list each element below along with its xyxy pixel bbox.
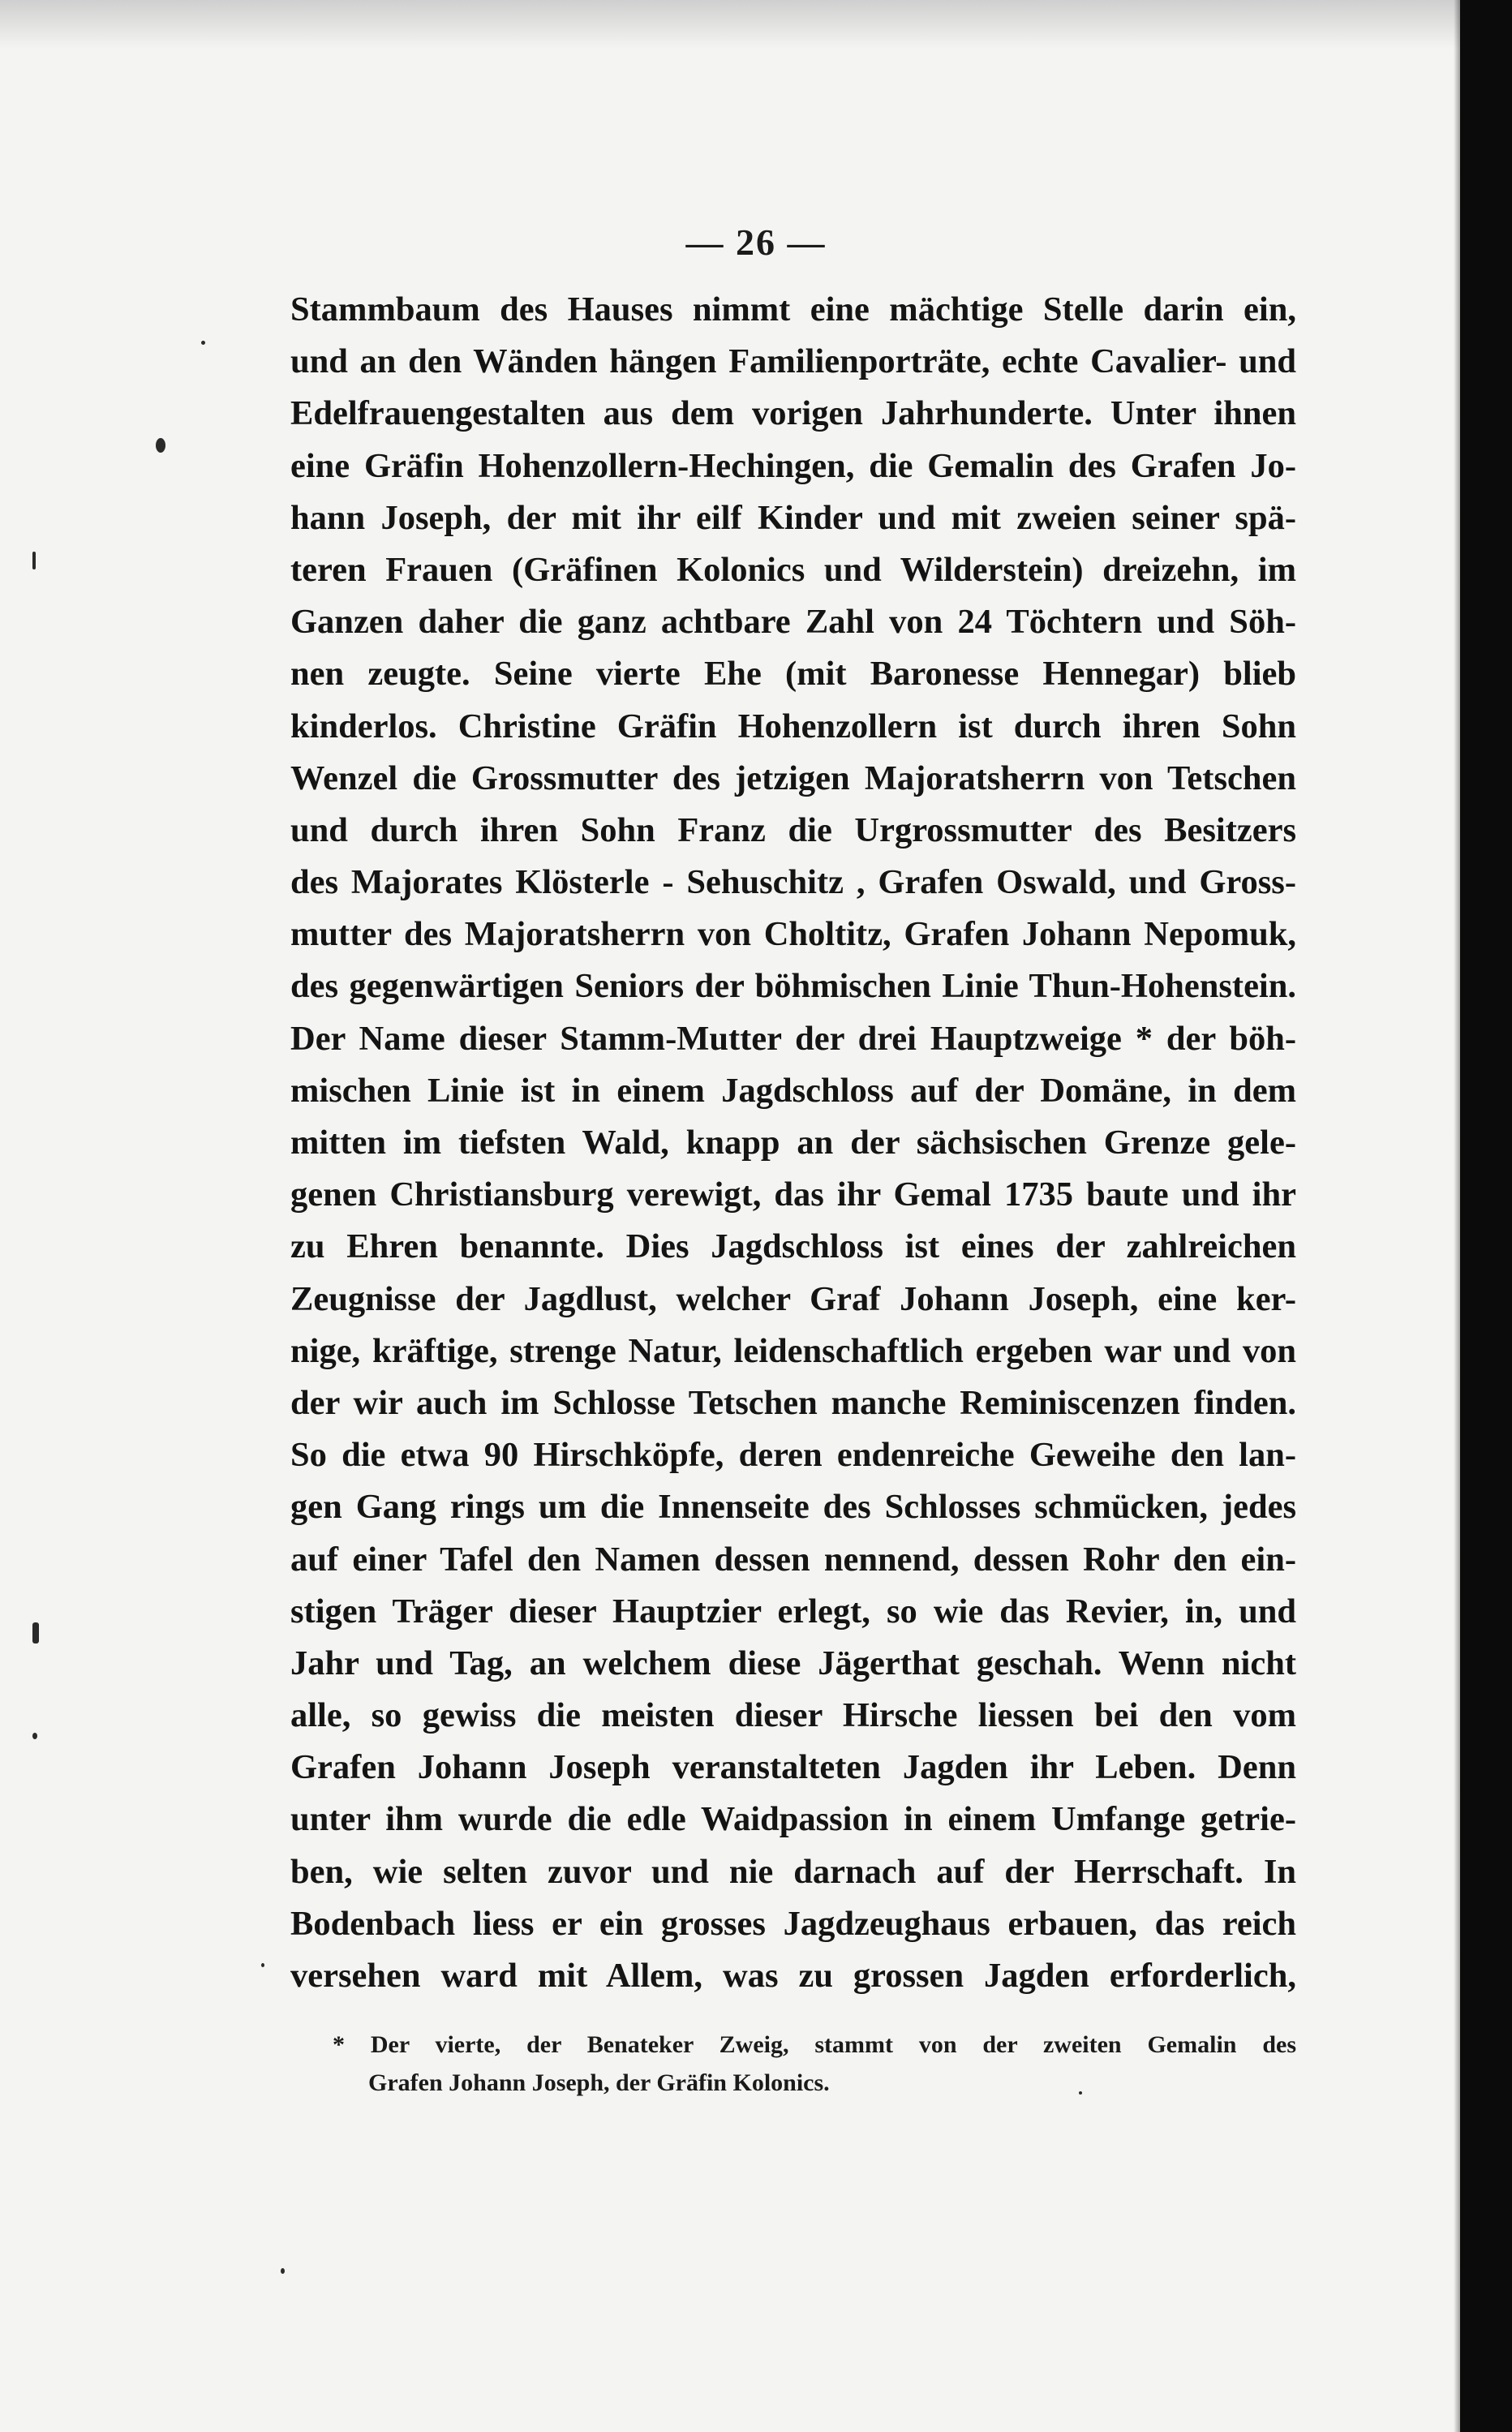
scan-speck bbox=[156, 438, 165, 453]
footnote-line: * Der vierte, der Benateker Zweig, stammt von der zweiten Gemalin des bbox=[333, 2031, 1296, 2058]
text-line: Ganzen daher die ganz achtbare Zahl von 24 Töchtern und Söh- bbox=[290, 603, 1296, 642]
text-line: versehen ward mit Allem, was zu grossen Jagden erforderlich, bbox=[290, 1957, 1296, 1995]
scan-edge-shadow bbox=[1454, 0, 1460, 2432]
text-line: nige, kräftige, strenge Natur, leidenschaftlich ergeben war und von bbox=[290, 1331, 1296, 1370]
scan-speck bbox=[261, 1963, 264, 1967]
text-line: Jahr und Tag, an welchem diese Jägerthat geschah. Wenn nicht bbox=[290, 1644, 1296, 1682]
text-line: und durch ihren Sohn Franz die Urgrossmutter des Besitzers bbox=[290, 810, 1296, 849]
text-line: gen Gang rings um die Innenseite des Schlosses schmücken, jedes bbox=[290, 1488, 1296, 1527]
text-line: unter ihm wurde die edle Waidpassion in einem Umfange getrie- bbox=[290, 1800, 1296, 1839]
text-line: Zeugnisse der Jagdlust, welcher Graf Johann Joseph, eine ker- bbox=[290, 1279, 1296, 1318]
text-line: hann Joseph, der mit ihr eilf Kinder und mit zweien seiner spä- bbox=[290, 498, 1296, 537]
text-line: So die etwa 90 Hirschköpfe, deren endenreiche Geweihe den lan- bbox=[290, 1436, 1296, 1475]
text-line: Der Name dieser Stamm-Mutter der drei Hauptzweige * der böh- bbox=[290, 1019, 1296, 1058]
scan-speck bbox=[281, 2268, 285, 2274]
scan-speck bbox=[32, 1622, 39, 1644]
page-number: — 26 — bbox=[685, 221, 827, 263]
scan-top-shadow bbox=[0, 0, 1512, 49]
text-line: nen zeugte. Seine vierte Ehe (mit Baronesse Hennegar) blieb bbox=[290, 655, 1296, 694]
text-line: genen Christiansburg verewigt, das ihr Gemal 1735 baute und ihr bbox=[290, 1175, 1296, 1214]
text-line: der wir auch im Schlosse Tetschen manche Reminiscenzen finden. bbox=[290, 1383, 1296, 1422]
footnote bbox=[290, 2026, 1296, 2102]
text-line: des gegenwärtigen Seniors der böhmischen Linie Thun-Hohenstein. bbox=[290, 967, 1296, 1006]
text-line: mischen Linie ist in einem Jagdschloss auf der Domäne, in dem bbox=[290, 1071, 1296, 1110]
text-line: mutter des Majoratsherrn von Choltitz, Grafen Johann Nepomuk, bbox=[290, 915, 1296, 954]
text-line: Edelfrauengestalten aus dem vorigen Jahrhunderte. Unter ihnen bbox=[290, 394, 1296, 433]
text-line: Stammbaum des Hauses nimmt eine mächtige Stelle darin ein, bbox=[290, 290, 1296, 329]
scan-right-border bbox=[1460, 0, 1512, 2432]
text-line: teren Frauen (Gräfinen Kolonics und Wilderstein) dreizehn, im bbox=[290, 550, 1296, 589]
text-line: zu Ehren benannte. Dies Jagdschloss ist eines der zahlreichen bbox=[290, 1227, 1296, 1266]
scan-speck bbox=[201, 341, 205, 345]
body-text bbox=[290, 284, 1296, 2002]
text-line: Bodenbach liess er ein grosses Jagdzeughaus erbauen, das reich bbox=[290, 1904, 1296, 1943]
scan-speck bbox=[32, 552, 36, 569]
text-line: stigen Träger dieser Hauptzier erlegt, so wie das Revier, in, und bbox=[290, 1592, 1296, 1631]
scan-speck bbox=[32, 1733, 37, 1739]
text-line: kinderlos. Christine Gräfin Hohenzollern ist durch ihren Sohn bbox=[290, 707, 1296, 745]
text-line: auf einer Tafel den Namen dessen nennend, dessen Rohr den ein- bbox=[290, 1540, 1296, 1579]
text-line: eine Gräfin Hohenzollern-Hechingen, die Gemalin des Grafen Jo- bbox=[290, 446, 1296, 485]
text-line: Grafen Johann Joseph veranstalteten Jagden ihr Leben. Denn bbox=[290, 1748, 1296, 1787]
text-line: ben, wie selten zuvor und nie darnach auf der Herrschaft. In bbox=[290, 1852, 1296, 1891]
text-line: mitten im tiefsten Wald, knapp an der sächsischen Grenze gele- bbox=[290, 1124, 1296, 1162]
text-line: und an den Wänden hängen Familienporträte, echte Cavalier- und bbox=[290, 342, 1296, 381]
text-line: des Majorates Klösterle - Sehuschitz , Grafen Oswald, und Gross- bbox=[290, 863, 1296, 902]
footnote-line: Grafen Johann Joseph, der Gräfin Kolonics. bbox=[368, 2069, 830, 2096]
text-line: alle, so gewiss die meisten dieser Hirsche liessen bei den vom bbox=[290, 1696, 1296, 1735]
text-line: Wenzel die Grossmutter des jetzigen Majoratsherrn von Tetschen bbox=[290, 758, 1296, 797]
